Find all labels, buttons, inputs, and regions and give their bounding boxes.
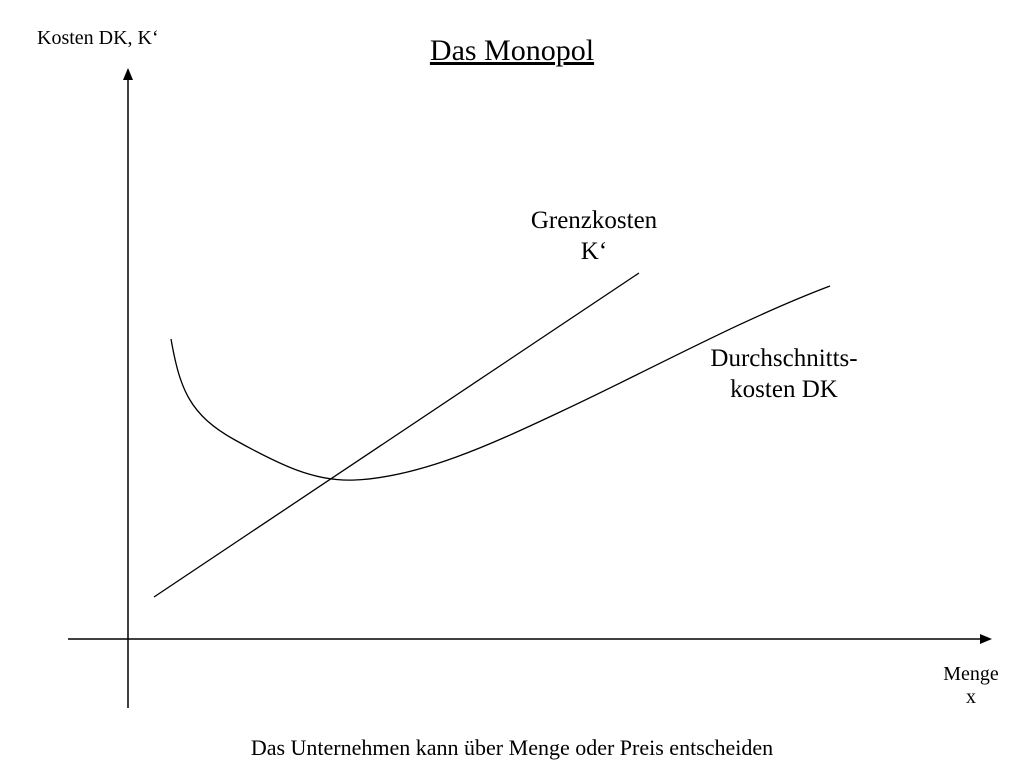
x-axis-label-line2: x [966, 686, 976, 708]
x-axis-arrowhead [980, 634, 992, 644]
marginal-cost-label-line1: Grenzkosten [530, 207, 658, 234]
marginal-cost-label-line2: K‘ [580, 238, 608, 265]
average-cost-label-line2: kosten DK [730, 376, 838, 403]
average-cost-label [684, 343, 884, 405]
slide-caption: Das Unternehmen kann über Menge oder Preis entscheiden [250, 735, 774, 760]
x-axis-label [921, 663, 1021, 709]
y-axis-arrowhead [123, 68, 133, 80]
average-cost-label-line1: Durchschnitts- [710, 345, 858, 372]
marginal-cost-label [494, 205, 694, 267]
x-axis-label-line1: Menge [943, 663, 999, 685]
y-axis-label: Kosten DK, K‘ [37, 27, 159, 49]
slide-title: Das Monopol [429, 34, 595, 67]
